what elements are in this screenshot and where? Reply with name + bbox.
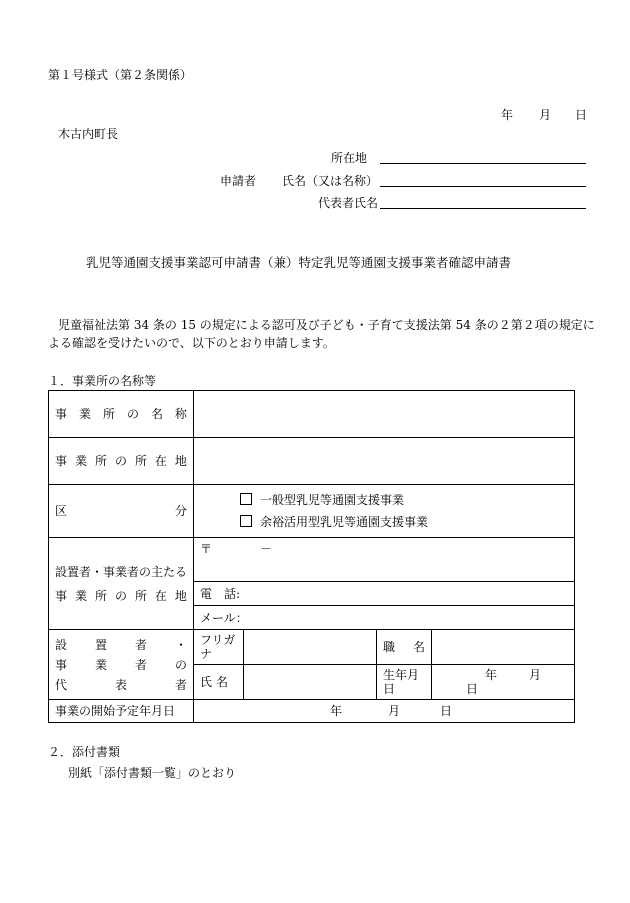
applicant-label: 申請者 bbox=[220, 174, 257, 188]
facility-location-label: 事 業 所 の 所 在 地 bbox=[55, 454, 187, 468]
birthdate-field[interactable]: 年 月日 bbox=[432, 665, 575, 700]
category-label-cell bbox=[49, 485, 194, 538]
main-office-label-cell bbox=[49, 538, 194, 630]
representative-label-line1: 設 置 者 ・ bbox=[55, 637, 187, 652]
facility-name-label-cell bbox=[49, 391, 194, 438]
start-date-field[interactable]: 年 月 日 bbox=[194, 700, 575, 723]
position-field[interactable] bbox=[432, 630, 575, 665]
category-option-general[interactable]: 一般型乳児等通園支援事業 bbox=[240, 493, 568, 507]
section-2-heading: ２．添付書類 bbox=[48, 745, 121, 759]
attachments-note: 別紙「添付書類一覧」のとおり bbox=[68, 766, 237, 780]
position-label: 職 名 bbox=[383, 640, 425, 654]
category-options-cell bbox=[194, 485, 575, 538]
facility-name-field[interactable] bbox=[194, 391, 575, 438]
applicant-name-label: 氏名（又は名称） bbox=[282, 174, 379, 188]
start-date-label: 事業の開始予定年月日 bbox=[49, 700, 194, 723]
email-field[interactable] bbox=[194, 606, 575, 630]
applicant-rep-line[interactable] bbox=[380, 208, 586, 209]
date-year: 年 bbox=[501, 108, 514, 122]
position-label-cell bbox=[377, 630, 432, 665]
phone-field[interactable] bbox=[194, 582, 575, 606]
furigana-label: フリガナ bbox=[194, 630, 244, 665]
addressee: 木古内町長 bbox=[58, 127, 119, 141]
representative-label-line3: 代 表 者 bbox=[55, 677, 187, 692]
facility-name-label: 事 業 所 の 名 称 bbox=[55, 407, 187, 421]
representative-name-field[interactable] bbox=[244, 665, 377, 700]
main-office-label-line2: 事 業 所 の 所 在 地 bbox=[55, 588, 187, 603]
date-month: 月 bbox=[539, 108, 552, 122]
category-option-surplus[interactable]: 余裕活用型乳児等通園支援事業 bbox=[240, 515, 568, 529]
checkbox-icon[interactable] bbox=[240, 515, 252, 527]
section-1-heading: １．事業所の名称等 bbox=[48, 374, 157, 388]
form-number: 第１号様式（第２条関係） bbox=[48, 68, 193, 82]
date-day: 日 bbox=[575, 108, 588, 122]
application-table bbox=[48, 390, 575, 723]
facility-location-field[interactable] bbox=[194, 438, 575, 485]
furigana-field[interactable] bbox=[244, 630, 377, 665]
category-label: 区 分 bbox=[55, 504, 187, 518]
representative-name-label-cell bbox=[194, 665, 244, 700]
representative-label-line2: 事 業 者 の bbox=[55, 657, 187, 672]
phone-label: 電 話: bbox=[200, 586, 241, 601]
applicant-rep-label: 代表者氏名 bbox=[318, 196, 379, 210]
representative-label-cell bbox=[49, 630, 194, 700]
body-text-line2: よる確認を受けたいので、以下のとおり申請します。 bbox=[48, 336, 335, 350]
postal-mark: 〒 bbox=[200, 542, 213, 556]
postal-dash: － bbox=[259, 542, 272, 556]
applicant-name-line[interactable] bbox=[380, 186, 586, 187]
facility-location-label-cell bbox=[49, 438, 194, 485]
applicant-address-line[interactable] bbox=[380, 163, 586, 164]
birthdate-label: 生年月日 bbox=[377, 665, 432, 700]
email-label: メール： bbox=[200, 610, 248, 625]
representative-name-label: 氏 名 bbox=[200, 675, 228, 689]
postal-code-field[interactable] bbox=[194, 538, 575, 582]
document-title: 乳児等通園支援事業認可申請書（兼）特定乳児等通園支援事業者確認申請書 bbox=[86, 255, 512, 270]
checkbox-icon[interactable] bbox=[240, 493, 252, 505]
main-office-label-line1: 設置者・事業者の主たる bbox=[55, 564, 188, 579]
body-text-line1: 児童福祉法第 34 条の 15 の規定による認可及び子ども・子育て支援法第 54 条の２第２項の規定に bbox=[58, 318, 595, 332]
applicant-address-label: 所在地 bbox=[331, 151, 368, 165]
